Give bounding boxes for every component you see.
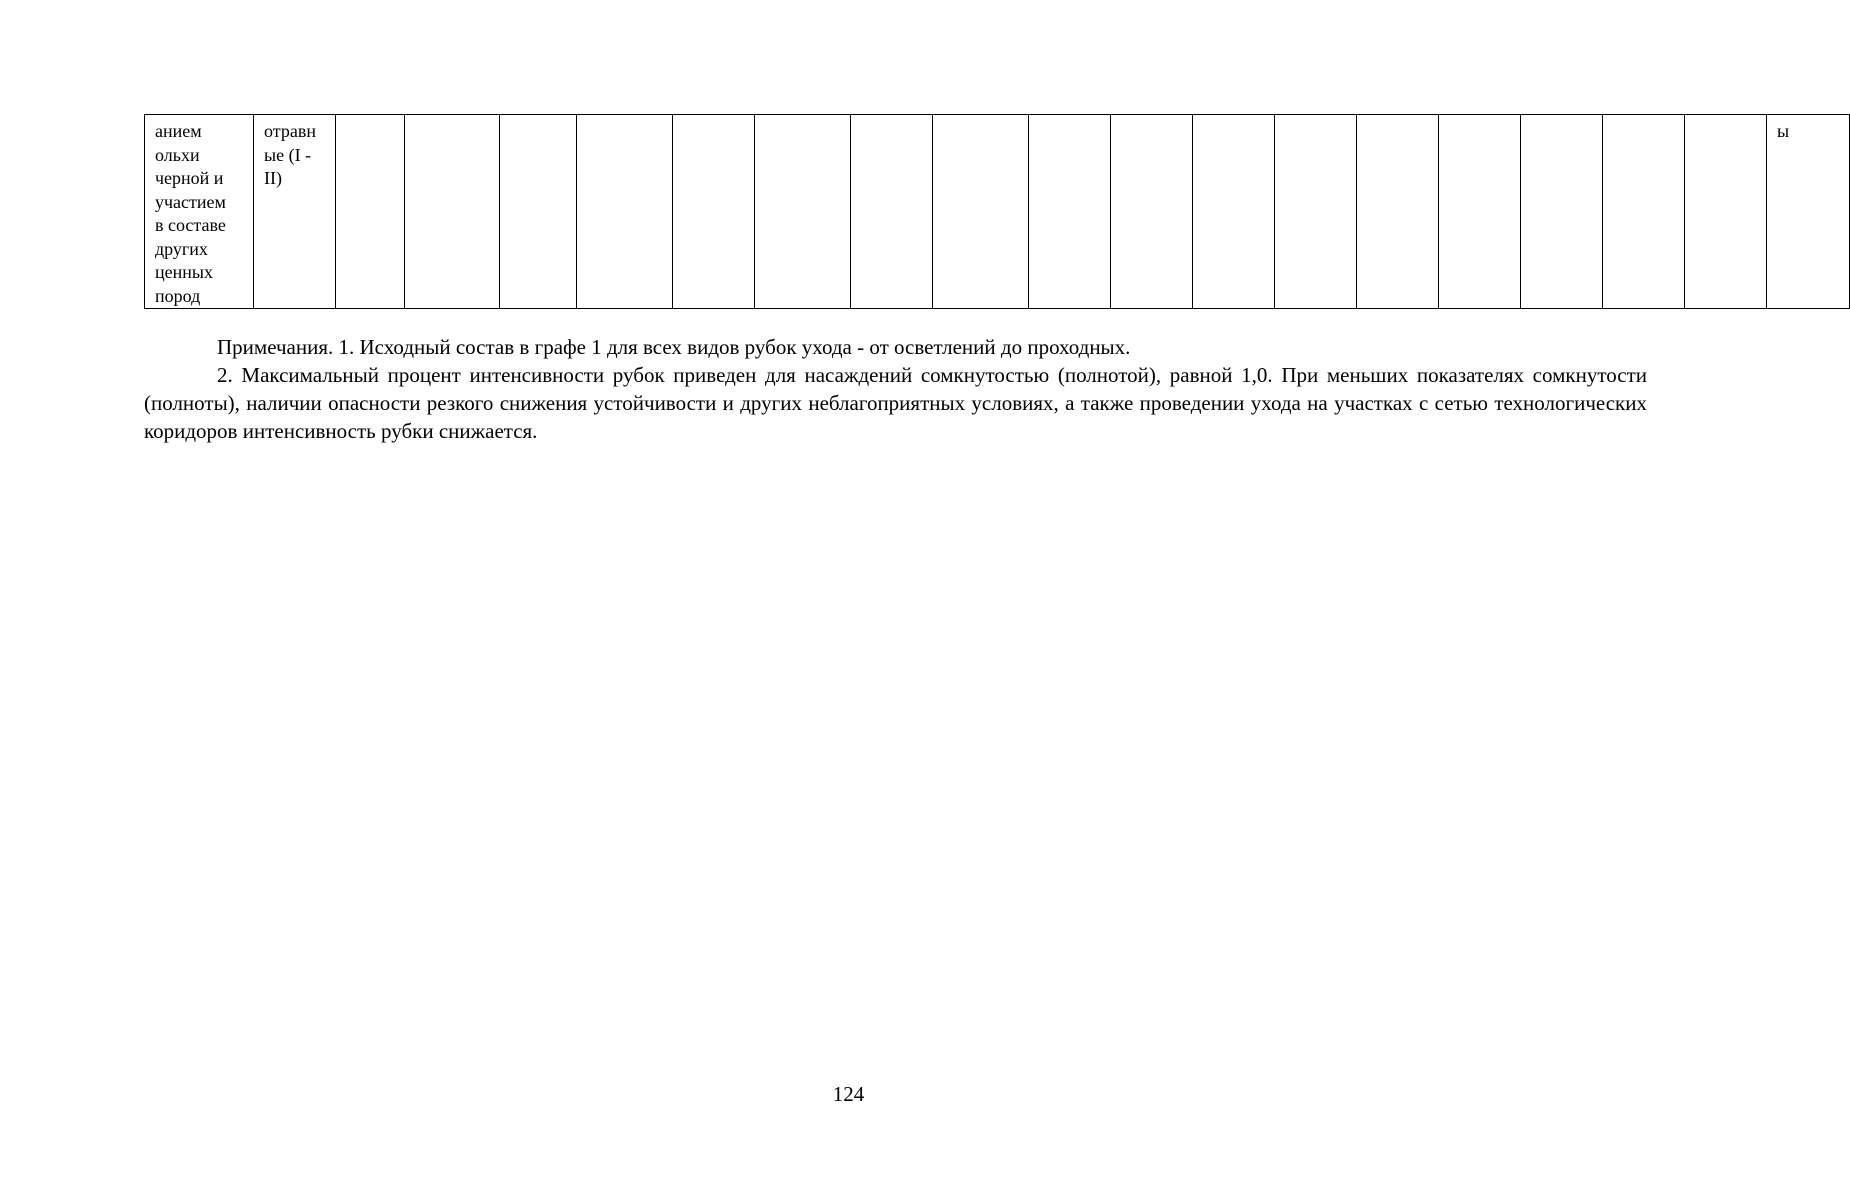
- table-row: [145, 115, 1850, 309]
- page-number: 124: [832, 1082, 865, 1106]
- table-cell: [1685, 115, 1767, 309]
- table-cell: [1439, 115, 1521, 309]
- table-cell: [1767, 115, 1850, 309]
- table-cell: [1111, 115, 1193, 309]
- table-cell: [1275, 115, 1357, 309]
- table-cell: [1603, 115, 1685, 309]
- note-1: Примечания. 1. Исходный состав в графе 1 для всех видов рубок ухода - от осветлений до проходных.: [217, 335, 1131, 359]
- table-cell: [254, 115, 336, 309]
- table-cell: [673, 115, 755, 309]
- table-cell: [577, 115, 673, 309]
- table-cell: [1521, 115, 1603, 309]
- note-2: 2. Максимальный процент интенсивности рубок приведен для насаждений сомкнутостью (полнотой), равной 1,0. При меньших показателях сомкнутости (полноты), наличии опасности резкого снижения устойчивости и других неблагоприятных условиях, а также проведении ухода на участках с сетью технологических коридоров интенсивность рубки снижается.: [144, 363, 1647, 443]
- table-cell: [1029, 115, 1111, 309]
- cell-text: ы: [1777, 121, 1790, 141]
- notes-section: [144, 333, 1647, 445]
- table-cell: [933, 115, 1029, 309]
- table-cell: [145, 115, 254, 309]
- cell-text: анием ольхи черной и участием в составе других ценных пород: [155, 121, 226, 306]
- table-cell: [1193, 115, 1275, 309]
- table-cell: [1357, 115, 1439, 309]
- table-cell: [851, 115, 933, 309]
- table-cell: [500, 115, 577, 309]
- table-cell: [336, 115, 405, 309]
- cell-text: отравн ые (I - II): [264, 121, 316, 188]
- continuation-table: [144, 114, 1850, 309]
- table-cell: [755, 115, 851, 309]
- table-cell: [405, 115, 500, 309]
